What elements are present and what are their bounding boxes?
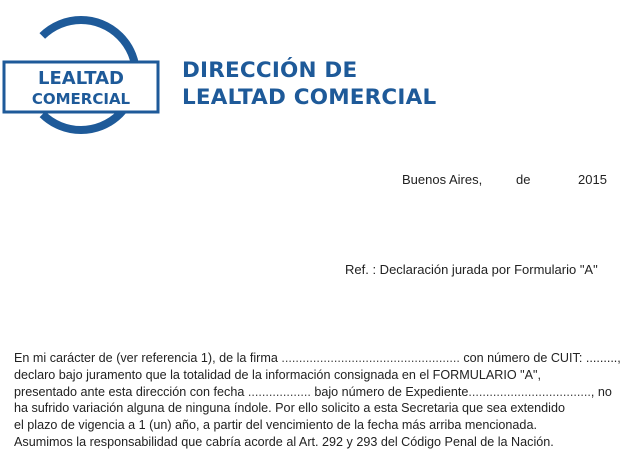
text-segment: con número de CUIT: ........., xyxy=(459,351,621,365)
date-blank: .................. xyxy=(247,384,311,399)
paragraph-line-6: Asumimos la responsabilidad que cabría acorde al Art. 292 y 293 del Código Penal de la Nación. xyxy=(14,434,554,449)
logo-text-line2: COMERCIAL xyxy=(31,90,131,108)
page-title xyxy=(182,57,436,111)
file-number-blank: ................................... xyxy=(468,384,591,399)
date-city: Buenos Aires, xyxy=(402,172,483,187)
text-segment: En mi carácter de (ver referencia 1), de la firma xyxy=(14,351,282,365)
text-segment: presentado ante esta dirección con fecha xyxy=(14,384,248,399)
declaration-paragraph xyxy=(14,350,620,451)
logo-text-line1: LEALTAD xyxy=(38,68,124,89)
paragraph-line-4: ha sufrido variación alguna de ninguna índole. Por ello solicito a esta Secretaria que sea extendido xyxy=(14,401,565,416)
date-year: 2015 xyxy=(578,172,607,187)
lealtad-comercial-logo xyxy=(2,14,160,136)
paragraph-line-5: el plazo de vigencia a 1 (un) año, a partir del vencimiento de la fecha más arriba mencionada. xyxy=(14,418,537,433)
text-segment: bajo número de Expediente xyxy=(310,384,469,399)
paragraph-line-3 xyxy=(14,384,620,401)
page-title-line2: LEALTAD COMERCIAL xyxy=(182,85,437,110)
text-segment: , no xyxy=(590,384,612,399)
firm-name-blank: ................................................... xyxy=(281,351,460,365)
page-title-line1: DIRECCIÓN DE xyxy=(182,58,358,83)
date-de: de xyxy=(516,172,531,187)
paragraph-line-1 xyxy=(14,350,620,367)
paragraph-line-2: declaro bajo juramento que la totalidad de la información consignada en el FORMULARIO "A", xyxy=(14,367,541,382)
reference-line: Ref. : Declaración jurada por Formulario "A" xyxy=(345,262,598,277)
